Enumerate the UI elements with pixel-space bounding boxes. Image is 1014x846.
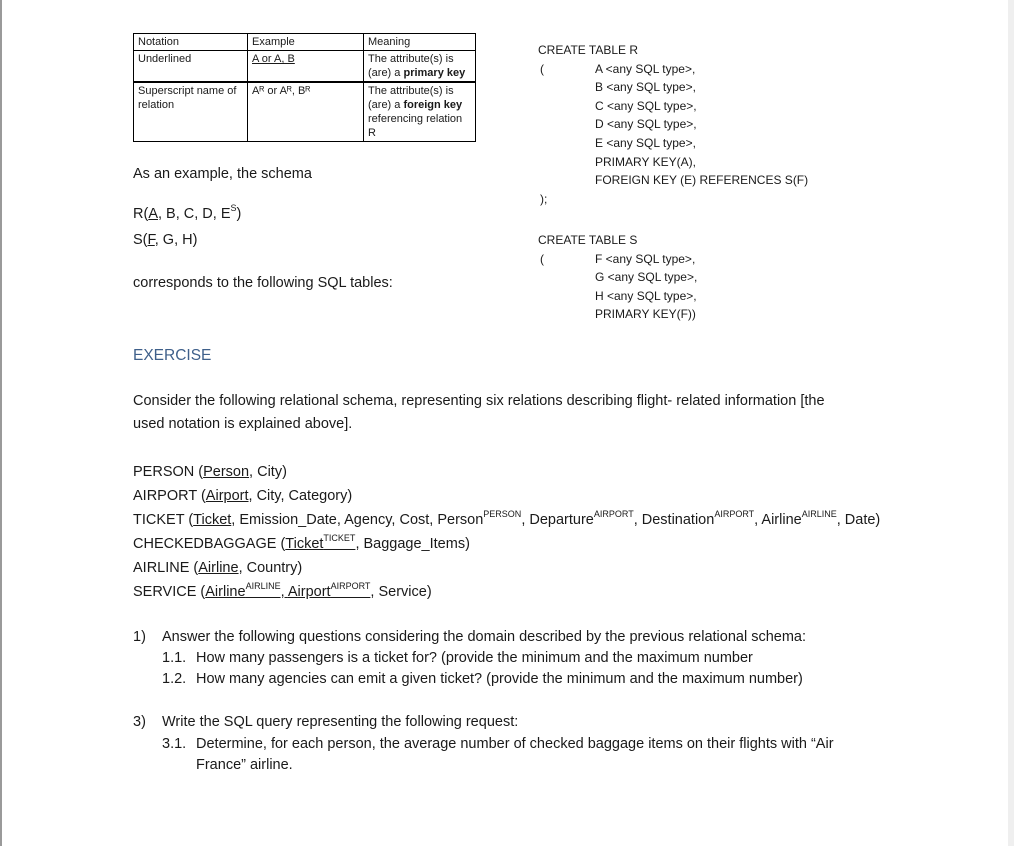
relational-schema xyxy=(133,460,880,604)
sql-r-line: FOREIGN KEY (E) REFERENCES S(F) xyxy=(595,173,809,188)
notation-table xyxy=(133,33,476,142)
sql-r-open: ( xyxy=(540,61,544,76)
sql-s-line: PRIMARY KEY(F)) xyxy=(595,307,696,322)
header-meaning: Meaning xyxy=(364,34,476,51)
sql-create-r xyxy=(538,41,808,208)
sql-r-close: ); xyxy=(540,191,548,206)
sql-r-line: E <any SQL type>, xyxy=(595,135,696,150)
row2-notation: Superscript name of relation xyxy=(134,82,248,142)
r-rest: , B, C, D, E xyxy=(157,206,231,222)
schema-r-line xyxy=(133,203,242,222)
row1-meaning-text: The attribute(s) is (are) a xyxy=(368,53,454,79)
airport-rest: , City, Category) xyxy=(248,488,353,504)
airline-pk: Airline xyxy=(198,560,239,576)
q1-1-text: How many passengers is a ticket for? (provide the minimum and the maximum number xyxy=(196,650,753,666)
question-1 xyxy=(133,627,807,648)
person-pk: Person xyxy=(203,464,250,480)
sql-r-line: C <any SQL type>, xyxy=(595,98,697,113)
relation-airport xyxy=(133,484,880,508)
ticket-end: , Date) xyxy=(836,512,881,528)
relation-service xyxy=(133,580,880,604)
sql-s-line: F <any SQL type>, xyxy=(595,251,696,266)
row1-meaning xyxy=(364,51,476,83)
question-3-1 xyxy=(162,734,834,755)
row1-example-text: A or A, B xyxy=(252,53,295,65)
service-pk2: Airport xyxy=(287,584,331,600)
person-rest: , City) xyxy=(249,464,287,480)
q1-number: 1) xyxy=(133,629,146,645)
q1-text: Answer the following questions considering the domain described by the previous relational schema: xyxy=(162,629,807,645)
relation-ticket xyxy=(133,508,880,532)
q1-1-number: 1.1. xyxy=(162,650,187,666)
relation-checkedbaggage xyxy=(133,532,880,556)
question-1-2 xyxy=(162,669,803,690)
sql-s-header: CREATE TABLE S xyxy=(538,233,638,247)
ticket-destination: , Destination xyxy=(633,512,715,528)
airline-rest: , Country) xyxy=(238,560,303,576)
ticket-departure: , Departure xyxy=(521,512,594,528)
ticket-sup-destination: AIRPORT xyxy=(714,509,755,519)
row2-meaning-text: The attribute(s) is (are) a xyxy=(368,85,454,111)
service-pk-sep: , xyxy=(280,584,288,600)
question-3-1-cont: France” airline. xyxy=(196,757,293,773)
q1-2-number: 1.2. xyxy=(162,671,187,687)
service-sup1: AIRLINE xyxy=(245,581,281,591)
sql-create-s xyxy=(538,231,697,324)
row2-meaning xyxy=(364,82,476,142)
checked-pk-group xyxy=(285,533,356,552)
row1-example xyxy=(248,51,364,83)
ticket-sup-airline: AIRLINE xyxy=(801,509,837,519)
sql-s-body xyxy=(538,250,697,324)
schema-outro: corresponds to the following SQL tables: xyxy=(133,275,393,291)
row1-meaning-bold: primary key xyxy=(403,67,466,79)
s-name: S( xyxy=(133,232,148,248)
person-name: PERSON ( xyxy=(133,464,204,480)
q1-2-text: How many agencies can emit a given ticket? (provide the minimum and the maximum number) xyxy=(196,671,803,687)
airport-name: AIRPORT ( xyxy=(133,488,206,504)
service-sup2: AIRPORT xyxy=(330,581,371,591)
sql-r-line: PRIMARY KEY(A), xyxy=(595,154,696,169)
sql-r-line: D <any SQL type>, xyxy=(595,117,697,132)
checked-rest: , Baggage_Items) xyxy=(355,536,470,552)
sql-s-line: H <any SQL type>, xyxy=(595,288,697,303)
q3-text: Write the SQL query representing the following request: xyxy=(162,714,519,730)
r-pk: A xyxy=(148,206,158,222)
exercise-intro-line1: Consider the following relational schema, representing six relations describing flight- related information [the xyxy=(133,393,825,409)
r-sup: S xyxy=(230,203,237,213)
q3-number: 3) xyxy=(133,714,146,730)
header-example: Example xyxy=(248,34,364,51)
service-rest: , Service) xyxy=(370,584,432,600)
relation-airline xyxy=(133,556,880,580)
sql-r-header: CREATE TABLE R xyxy=(538,43,639,57)
ticket-pk: Ticket xyxy=(193,512,232,528)
question-3 xyxy=(133,712,519,733)
r-close: ) xyxy=(236,206,242,222)
row2-example: Aᴿ or Aᴿ, Bᴿ xyxy=(248,82,364,142)
schema-s-line xyxy=(133,232,197,248)
airport-pk: Airport xyxy=(205,488,249,504)
schema-intro: As an example, the schema xyxy=(133,166,312,182)
service-name: SERVICE ( xyxy=(133,584,206,600)
checked-pk: Ticket xyxy=(285,536,324,552)
sql-s-open: ( xyxy=(540,251,544,266)
service-pk1: Airline xyxy=(205,584,246,600)
relation-person xyxy=(133,460,880,484)
checked-name: CHECKEDBAGGAGE ( xyxy=(133,536,286,552)
ticket-sup-departure: AIRPORT xyxy=(593,509,634,519)
sql-r-line: B <any SQL type>, xyxy=(595,80,696,95)
page-right-gutter xyxy=(1008,0,1014,846)
row2-meaning-rest: referencing relation R xyxy=(368,113,463,139)
header-notation: Notation xyxy=(134,34,248,51)
question-1-1 xyxy=(162,648,753,669)
exercise-heading: EXERCISE xyxy=(133,347,212,364)
ticket-airline: , Airline xyxy=(754,512,802,528)
service-pk-group xyxy=(205,581,371,600)
s-rest: , G, H) xyxy=(154,232,198,248)
ticket-rest: , Emission_Date, Agency, Cost, Person xyxy=(231,512,484,528)
ticket-sup-person: PERSON xyxy=(483,509,522,519)
airline-name: AIRLINE ( xyxy=(133,560,199,576)
checked-sup: TICKET xyxy=(323,533,356,543)
row1-notation: Underlined xyxy=(134,51,248,83)
q3-1-text-line1: Determine, for each person, the average number of checked baggage items on their flights with “Air xyxy=(196,736,834,752)
ticket-name: TICKET ( xyxy=(133,512,194,528)
page-left-border xyxy=(0,0,2,846)
s-pk: F xyxy=(147,232,155,248)
exercise-intro-line2: used notation is explained above]. xyxy=(133,416,353,432)
row2-meaning-bold: foreign key xyxy=(403,99,463,111)
sql-s-line: G <any SQL type>, xyxy=(595,270,698,285)
r-name: R( xyxy=(133,206,149,222)
q3-1-number: 3.1. xyxy=(162,736,187,752)
sql-r-body xyxy=(538,60,808,190)
sql-r-line: A <any SQL type>, xyxy=(595,61,696,76)
